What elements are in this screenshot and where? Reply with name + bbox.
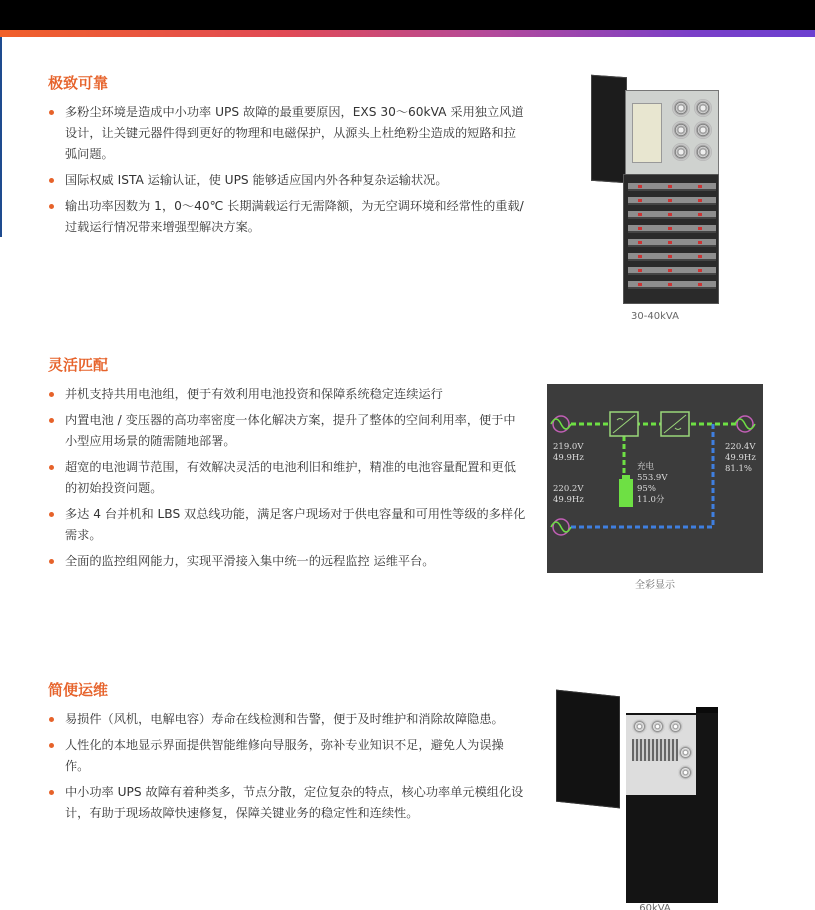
- ups-cabinet-image-30-40kva: [591, 76, 719, 304]
- bullet-list-maintenance: [48, 709, 526, 829]
- bullet-list-flexibility: [48, 384, 526, 577]
- image-caption-display: 全彩显示: [635, 580, 675, 591]
- input-sine-icon: [551, 416, 571, 432]
- color-display-screen: [547, 384, 763, 573]
- list-item: 国际权威 ISTA 运输认证，使 UPS 能够适应国内外各种复杂运输状况。: [48, 170, 526, 191]
- section-title-reliability: 极致可靠: [48, 74, 109, 92]
- image-caption-30-40kva: 30-40kVA: [631, 311, 679, 322]
- bullet-list-reliability: [48, 102, 526, 243]
- gradient-divider: [0, 30, 815, 37]
- list-item: 超宽的电池调节范围，有效解决灵活的电池利旧和维护，精准的电池容量配置和更低的初始投资问题。: [48, 457, 526, 499]
- list-item: 多粉尘环境是造成中小功率 UPS 故障的最重要原因，EXS 30～60kVA 采用独立风道设计，让关键元器件得到更好的物理和电磁保护，从源头上杜绝粉尘造成的短路和拉弧问题。: [48, 102, 526, 165]
- battery-readout: 充电 553.9V 95% 11.0分: [637, 462, 668, 505]
- output-sine-icon: [735, 416, 755, 432]
- image-caption-60kva: 60kVA: [639, 903, 671, 910]
- list-item: 输出功率因数为 1，0～40℃ 长期满载运行无需降额，为无空调环境和经常性的重载/过载运行情况带来增强型解决方案。: [48, 196, 526, 238]
- list-item: 多达 4 台并机和 LBS 双总线功能，满足客户现场对于供电容量和可用性等级的多样化需求。: [48, 504, 526, 546]
- input1-readout: 219.0V 49.9Hz: [553, 442, 584, 463]
- list-item: 内置电池 / 变压器的高功率密度一体化解决方案，提升了整体的空间利用率，便于中小型应用场景的随需随地部署。: [48, 410, 526, 452]
- list-item: 人性化的本地显示界面提供智能维修向导服务，弥补专业知识不足，避免人为误操作。: [48, 735, 526, 777]
- section-title-flexibility: 灵活匹配: [48, 356, 109, 374]
- ups-cabinet-image-60kva: [556, 693, 721, 905]
- list-item: 并机支持共用电池组，便于有效利用电池投资和保障系统稳定连续运行: [48, 384, 526, 405]
- section-title-maintenance: 简便运维: [48, 681, 109, 699]
- left-accent-rule: [0, 37, 2, 237]
- bypass-sine-icon: [551, 519, 571, 535]
- top-header-bar: [0, 0, 815, 30]
- list-item: 全面的监控组网能力，实现平滑接入集中统一的远程监控 运维平台。: [48, 551, 526, 572]
- list-item: 易损件（风机，电解电容）寿命在线检测和告警，便于及时维护和消除故障隐患。: [48, 709, 526, 730]
- input2-readout: 220.2V 49.9Hz: [553, 484, 584, 505]
- output-readout: 220.4V 49.9Hz 81.1%: [725, 442, 756, 474]
- list-item: 中小功率 UPS 故障有着种类多，节点分散，定位复杂的特点，核心功率单元模组化设计，有助于现场故障快速修复，保障关键业务的稳定性和连续性。: [48, 782, 526, 824]
